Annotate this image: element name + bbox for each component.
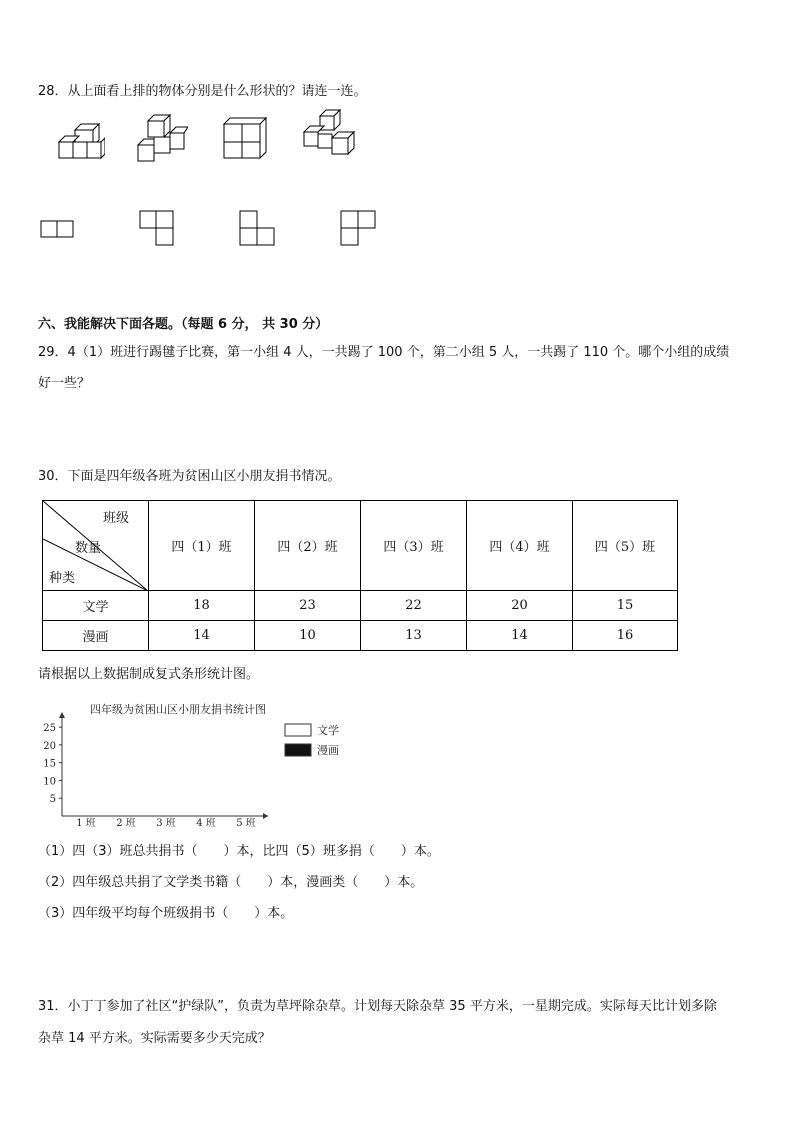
cube-figure-2 [136,113,188,165]
table-cell: 13 [361,621,467,651]
q30-intro: 30．下面是四年级各班为贫困山区小朋友捐书情况。 [38,469,341,484]
q31-line1: 31．小丁丁参加了社区“护绿队”，负责为草坪除杂草。计划每天除杂草 35 平方米，一星期完成。实际每天比计划多除 [38,999,717,1014]
table-corner-cell [43,501,149,591]
view-shape-1 [40,220,76,244]
col-header-class3: 四（3）班 [361,501,467,591]
table-cell: 18 [149,591,255,621]
q30-sub3: （3）四年级平均每个班级捐书（ ）本。 [38,906,294,921]
corner-label-type: 种类 [49,571,76,586]
cube-figure-4 [300,108,356,164]
legend-label: 文学 [317,724,339,737]
q30-sub2: （2）四年级总共捐了文学类书籍（ ）本，漫画类（ ）本。 [38,875,424,890]
chart-x-ticks [76,816,256,829]
y-tick-label: 5 [49,794,56,806]
table-cell: 14 [149,621,255,651]
chart-instruction: 请根据以上数据制成复式条形统计图。 [38,667,260,682]
q29-line2: 好一些？ [38,376,91,391]
x-axis-arrow-icon [263,813,268,819]
row-label: 漫画 [43,621,149,651]
chart-axes [59,712,268,819]
x-tick-label: 5 班 [236,818,256,829]
view-shape-4 [340,210,380,252]
donation-table [42,500,678,651]
row-label: 文学 [43,591,149,621]
section6-heading: 六、我能解决下面各题。（每题 6 分， 共 30 分） [38,317,329,332]
y-tick-label: 15 [43,758,56,770]
q29-line1: 29．4（1）班进行踢毽子比赛，第一小组 4 人，一共踢了 100 个，第二小组 5 人，一共踢了 110 个。哪个小组的成绩 [38,345,730,360]
view-shape-2 [139,210,179,252]
corner-label-quantity: 数量 [75,541,102,556]
legend-label: 漫画 [317,744,339,757]
q31-line2: 杂草 14 平方米。实际需要多少天完成？ [38,1031,271,1046]
bar-chart [36,698,356,830]
table-cell: 15 [573,591,678,621]
table-header-row [43,501,678,591]
corner-label-class: 班级 [103,511,130,526]
x-tick-label: 2 班 [116,818,136,829]
cube-figure-3 [220,114,270,162]
x-tick-label: 3 班 [156,818,176,829]
q30-sub1: （1）四（3）班总共捐书（ ）本，比四（5）班多捐（ ）本。 [38,844,440,859]
table-row-comics [43,621,678,651]
table-cell: 16 [573,621,678,651]
y-tick-label: 20 [43,740,56,752]
view-shape-3 [239,210,279,252]
legend-swatch [285,724,311,736]
table-cell: 23 [255,591,361,621]
chart-title: 四年级为贫困山区小朋友捐书统计图 [90,703,266,716]
col-header-class4: 四（4）班 [467,501,573,591]
q28-question: 28．从上面看上排的物体分别是什么形状的？请连一连。 [38,84,367,99]
table-cell: 14 [467,621,573,651]
col-header-class2: 四（2）班 [255,501,361,591]
chart-y-ticks [43,723,62,805]
y-tick-label: 10 [43,776,56,788]
legend-swatch [285,744,311,756]
table-row-literature [43,591,678,621]
x-tick-label: 4 班 [196,818,216,829]
chart-legend [285,724,339,757]
cube-figure-1 [55,120,105,162]
y-tick-label: 25 [43,723,56,735]
col-header-class5: 四（5）班 [573,501,678,591]
table-cell: 20 [467,591,573,621]
table-cell: 22 [361,591,467,621]
x-tick-label: 1 班 [76,818,96,829]
col-header-class1: 四（1）班 [149,501,255,591]
y-axis-arrow-icon [59,712,65,718]
table-cell: 10 [255,621,361,651]
